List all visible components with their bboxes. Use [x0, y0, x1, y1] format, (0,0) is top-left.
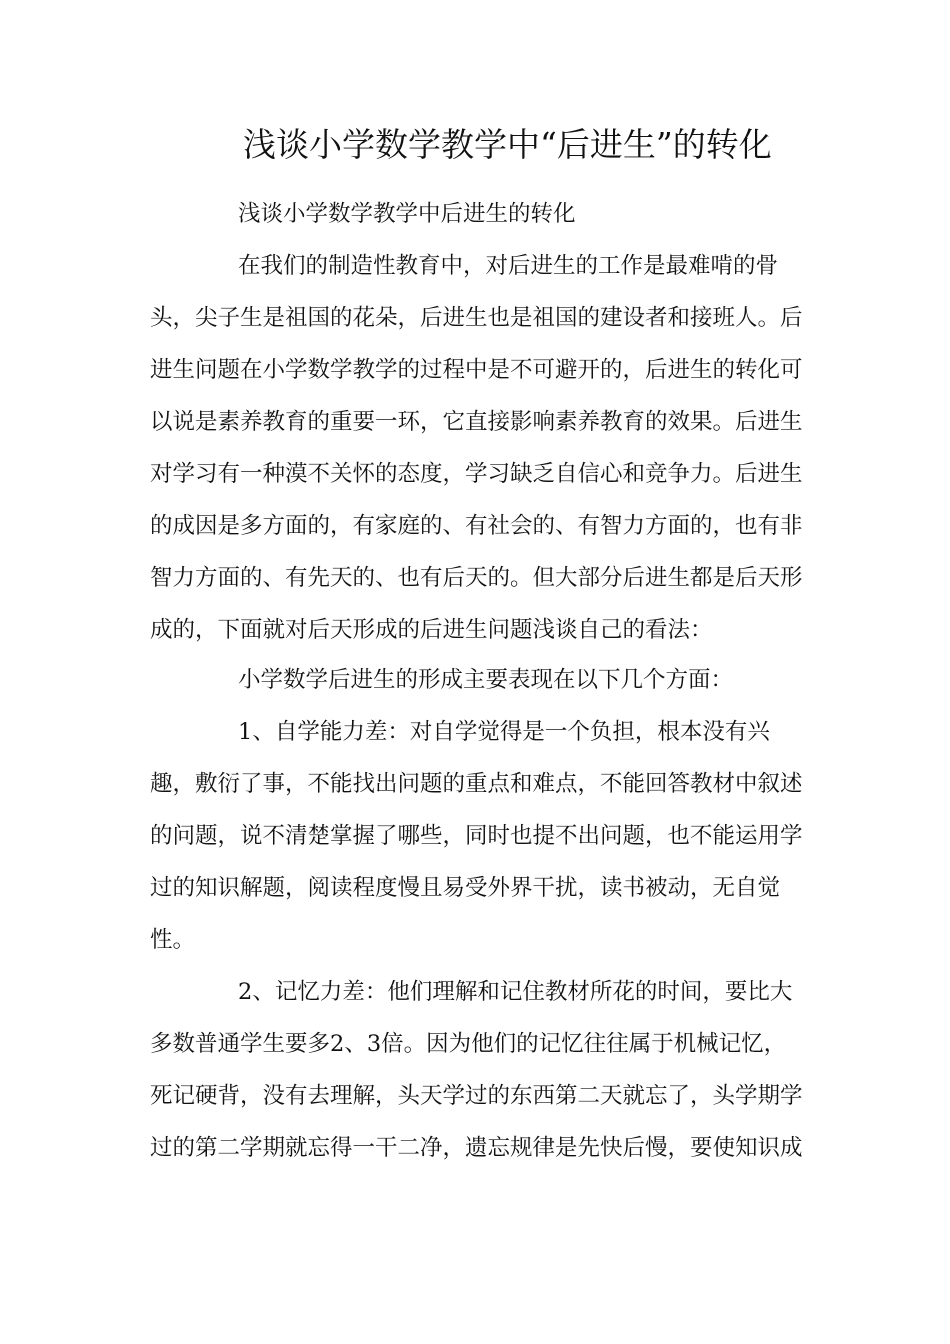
paragraph-line: 死记硬背，没有去理解，头天学过的东西第二天就忘了，头学期学 [150, 1083, 803, 1109]
paragraph-line: 的问题，说不清楚掌握了哪些，同时也提不出问题，也不能运用学 [150, 823, 803, 849]
paragraph-line: 以说是素养教育的重要一环，它直接影响素养教育的效果。后进生 [150, 409, 803, 435]
paragraph-line: 头，尖子生是祖国的花朵，后进生也是祖国的建设者和接班人。后 [150, 305, 803, 331]
paragraph-line: 进生问题在小学数学教学的过程中是不可避开的，后进生的转化可 [150, 357, 803, 383]
paragraph-line: 智力方面的、有先天的、也有后天的。但大部分后进生都是后天形 [150, 565, 803, 591]
paragraph-line: 1、自学能力差：对自学觉得是一个负担，根本没有兴 [238, 719, 770, 745]
paragraph-line: 过的知识解题，阅读程度慢且易受外界干扰，读书被动，无自觉 [150, 875, 781, 901]
paragraph-line: 性。 [150, 927, 196, 953]
paragraph-line: 在我们的制造性教育中，对后进生的工作是最难啃的骨 [238, 253, 779, 279]
paragraph-line: 2、记忆力差：他们理解和记住教材所花的时间，要比大 [238, 979, 793, 1005]
document-subtitle: 浅谈小学数学教学中后进生的转化 [238, 201, 576, 227]
paragraph-line: 成的，下面就对后天形成的后进生问题浅谈自己的看法： [150, 617, 713, 643]
paragraph-line: 小学数学后进生的形成主要表现在以下几个方面： [238, 667, 734, 693]
paragraph-line: 趣，敷衍了事，不能找出问题的重点和难点，不能回答教材中叙述 [150, 771, 803, 797]
paragraph-line: 过的第二学期就忘得一干二净，遗忘规律是先快后慢，要使知识成 [150, 1135, 803, 1161]
document-title: 浅谈小学数学教学中“后进生”的转化 [243, 125, 772, 164]
paragraph-line: 的成因是多方面的，有家庭的、有社会的、有智力方面的，也有非 [150, 513, 803, 539]
paragraph-line: 对学习有一种漠不关怀的态度，学习缺乏自信心和竞争力。后进生 [150, 461, 803, 487]
paragraph-line: 多数普通学生要多2、3倍。因为他们的记忆往往属于机械记忆， [150, 1031, 787, 1057]
